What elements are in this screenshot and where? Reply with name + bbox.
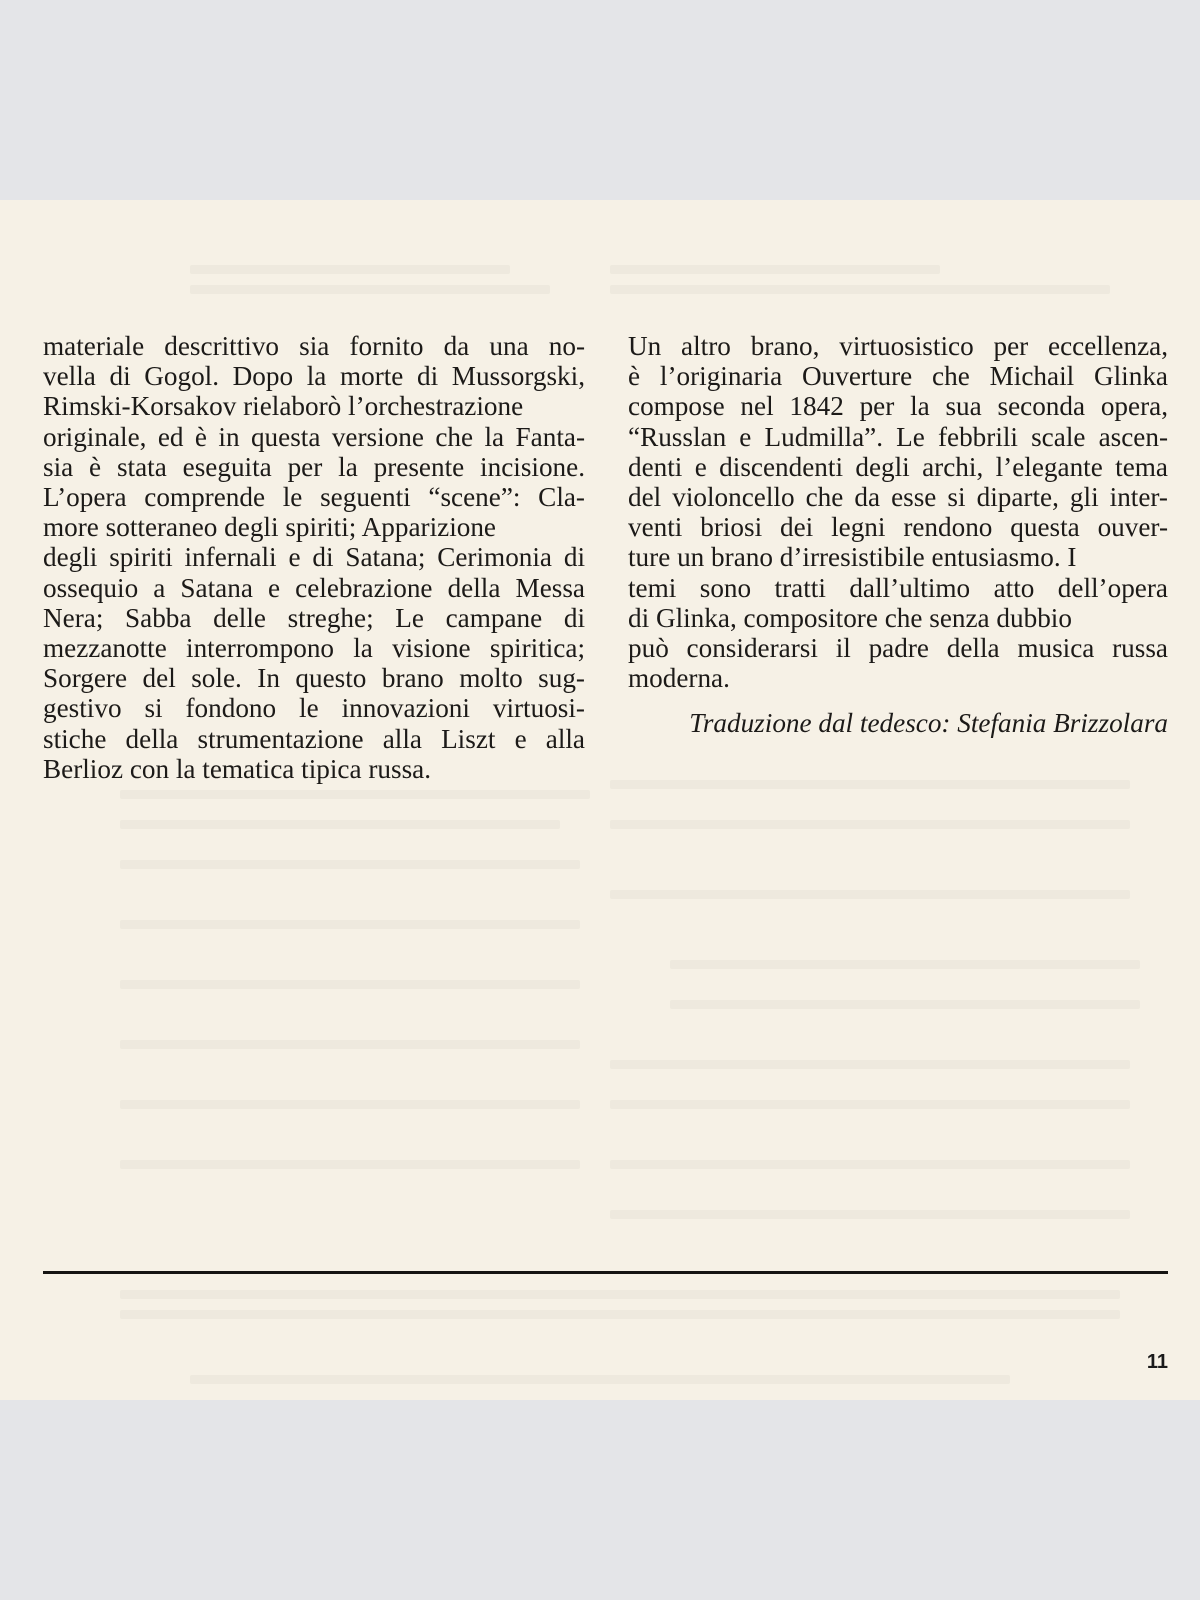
left-text-column <box>43 331 585 784</box>
text-line: ture un brano d’irresistibile entusiasmo. I <box>628 542 1077 573</box>
right-text-column <box>628 331 1168 739</box>
text-line: Sorgere del sole. In questo brano molto sug- <box>43 663 585 694</box>
text-line: Berlioz con la tematica tipica russa. <box>43 753 432 784</box>
text-line: vella di Gogol. Dopo la morte di Mussorgski, <box>43 361 585 392</box>
booklet-page <box>0 200 1200 1400</box>
text-line: compose nel 1842 per la sua seconda opera, <box>628 391 1168 422</box>
text-line: può considerarsi il padre della musica russa <box>628 633 1168 664</box>
text-line: originale, ed è in questa versione che la Fanta- <box>43 421 585 452</box>
text-line: “Russlan e Ludmilla”. Le febbrili scale ascen- <box>628 421 1168 452</box>
text-line: mezzanotte interrompono la visione spiritica; <box>43 633 585 664</box>
text-line: L’opera comprende le seguenti “scene”: Cla- <box>43 482 585 513</box>
text-line: temi sono tratti dall’ultimo atto dell’opera <box>628 572 1168 603</box>
text-line: denti e discendenti degli archi, l’elegante tema <box>628 451 1168 482</box>
text-line: degli spiriti infernali e di Satana; Cerimonia di <box>43 542 585 573</box>
text-line: del violoncello che da esse si diparte, gli inter- <box>628 482 1168 513</box>
text-line: materiale descrittivo sia fornito da una no- <box>43 331 585 361</box>
text-line: moderna. <box>628 663 730 694</box>
text-line: venti briosi dei legni rendono questa ouver- <box>628 512 1168 543</box>
text-line: Rimski-Korsakov rielaborò l’orchestrazione <box>43 391 524 422</box>
translation-credit: Traduzione dal tedesco: Stefania Brizzolara <box>689 708 1168 739</box>
text-line: Nera; Sabba delle streghe; Le campane di <box>43 602 585 633</box>
text-line: sia è stata eseguita per la presente incisione. <box>43 451 585 482</box>
text-line: more sotteraneo degli spiriti; Apparizione <box>43 512 497 543</box>
text-line: di Glinka, compositore che senza dubbio <box>628 602 1072 633</box>
page-number: 11 <box>1146 1351 1168 1373</box>
horizontal-rule <box>43 1271 1168 1274</box>
text-line: ossequio a Satana e celebrazione della Messa <box>43 572 585 603</box>
text-line: gestivo si fondono le innovazioni virtuosi- <box>43 693 585 724</box>
text-line: è l’originaria Ouverture che Michail Glinka <box>628 361 1168 392</box>
text-line: stiche della strumentazione alla Liszt e alla <box>43 723 585 754</box>
text-line: Un altro brano, virtuosistico per eccellenza, <box>628 331 1168 361</box>
